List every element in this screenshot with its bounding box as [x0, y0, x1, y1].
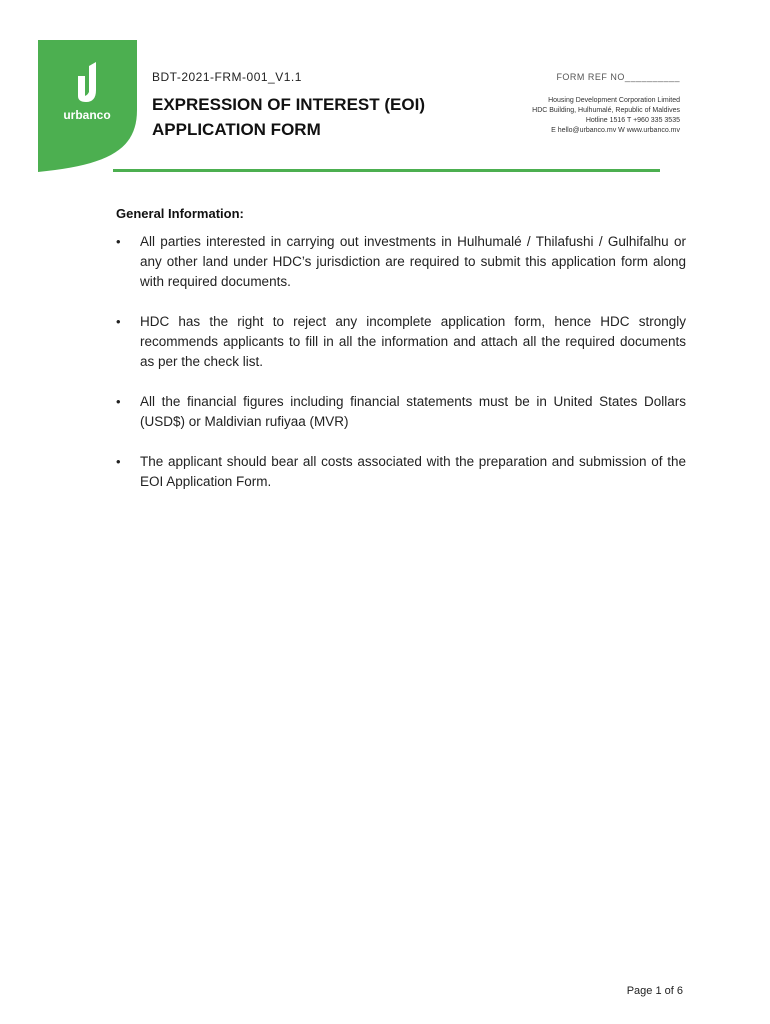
form-ref-number: FORM REF NO__________	[556, 72, 680, 82]
company-address: HDC Building, Hulhumalé, Republic of Maldives	[532, 107, 680, 114]
list-item	[116, 392, 686, 432]
page-number: Page 1 of 6	[626, 985, 683, 997]
urbanco-logo	[38, 40, 137, 172]
header-divider	[113, 169, 660, 172]
logo-wordmark: urbanco	[63, 108, 111, 122]
list-item	[116, 312, 686, 372]
list-item-text: The applicant should bear all costs associated with the preparation and submission of the EOI Application Form.	[140, 454, 686, 489]
document-title	[152, 92, 425, 142]
list-item-text: HDC has the right to reject any incomplete application form, hence HDC strongly recommends applicants to fill in all the information and attach all the required documents as per the check list.	[140, 314, 686, 369]
title-line-2: APPLICATION FORM	[152, 120, 321, 139]
bullet-icon: •	[116, 234, 121, 249]
info-list	[116, 232, 686, 512]
section-heading: General Information:	[116, 206, 244, 221]
list-item	[116, 452, 686, 492]
list-item-text: All the financial figures including financial statements must be in United States Dollars (USD$) or Maldivian rufiyaa (MVR)	[140, 394, 686, 429]
document-code: BDT-2021-FRM-001_V1.1	[152, 70, 302, 84]
title-line-1: EXPRESSION OF INTEREST (EOI)	[152, 95, 425, 114]
company-phone: Hotline 1516 T +960 335 3535	[585, 117, 680, 124]
company-contact: E hello@urbanco.mv W www.urbanco.mv	[551, 127, 680, 134]
list-item-text: All parties interested in carrying out investments in Hulhumalé / Thilafushi / Gulhifalhu or any other land under HDC’s jurisdiction are required to submit this application form along with required documents.	[140, 234, 686, 289]
company-info	[532, 96, 680, 136]
company-name: Housing Development Corporation Limited	[548, 97, 680, 104]
bullet-icon: •	[116, 454, 121, 469]
bullet-icon: •	[116, 394, 121, 409]
list-item	[116, 232, 686, 292]
bullet-icon: •	[116, 314, 121, 329]
